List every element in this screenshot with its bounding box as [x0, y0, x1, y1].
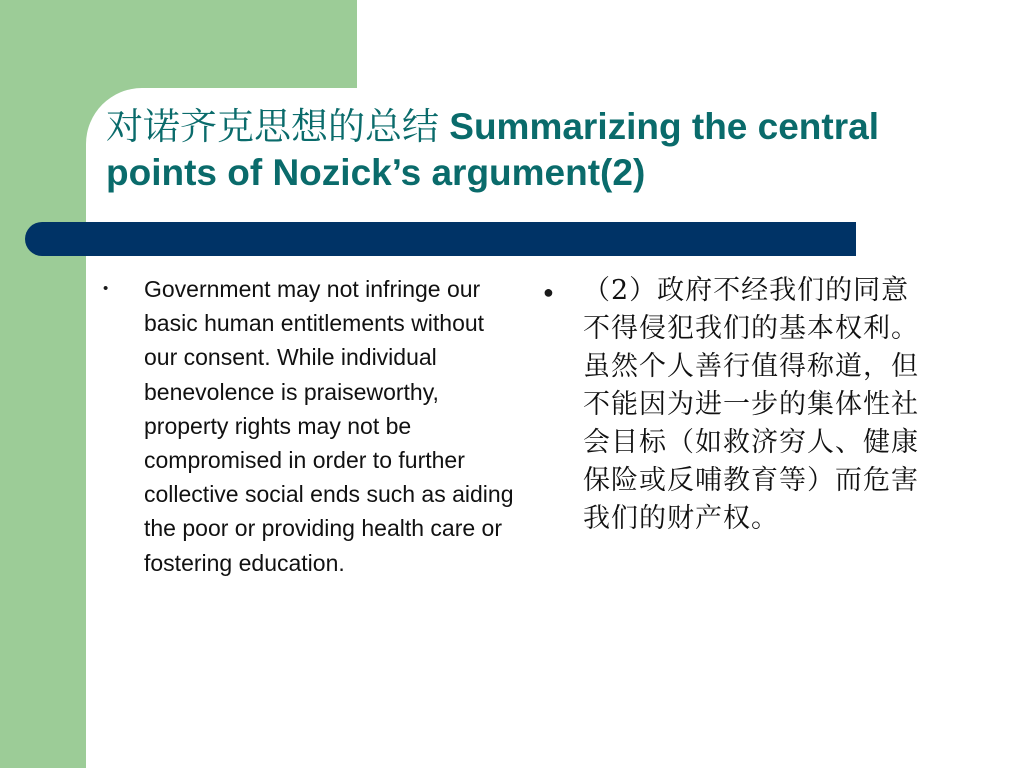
- title-divider-bar: [25, 222, 853, 256]
- title-divider-bar-end: [844, 222, 856, 256]
- bullet-text-english: Government may not infringe our basic human entitlements without our consent. While individual benevolence is praiseworthy, property rights may not be compromised in order to further collective social ends such as aiding the poor or providing health care or fostering education.: [144, 276, 514, 576]
- slide-title-english: Summarizing the central points of Nozick’s argument(2): [106, 106, 879, 193]
- bullet-text-chinese: （2）政府不经我们的同意不得侵犯我们的基本权利。虽然个人善行值得称道，但不能因为进一步的集体性社会目标（如救济穷人、健康保险或反哺教育等）而危害我们的财产权。: [583, 275, 919, 534]
- slide-title-chinese: 对诺齐克思想的总结: [106, 105, 439, 148]
- list-item: [543, 272, 953, 538]
- bullet-icon: •: [103, 280, 109, 297]
- left-column: [103, 272, 515, 580]
- list-item: [103, 272, 515, 580]
- right-column: [543, 272, 953, 538]
- slide-title: [106, 104, 986, 196]
- bullet-icon: ●: [543, 282, 554, 302]
